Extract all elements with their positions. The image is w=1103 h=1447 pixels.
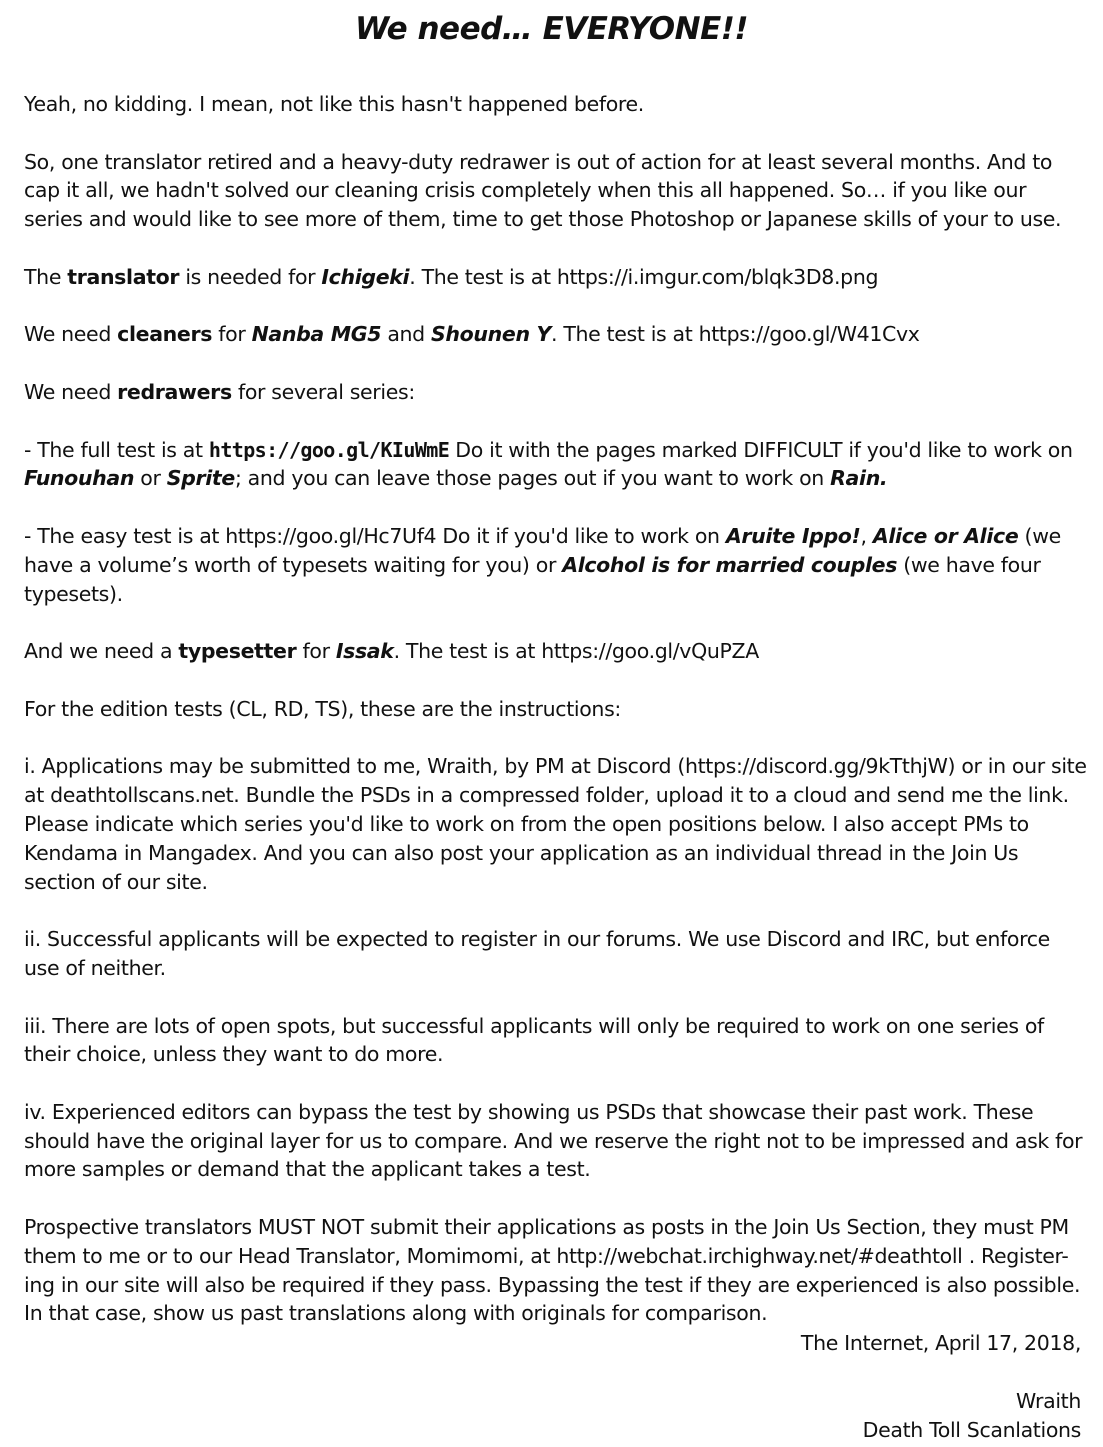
translator-test: . The test is at https://i.imgur.com/blqk3D8.png [409, 264, 879, 289]
easy-test-post: (we have four typesets). [24, 552, 1041, 606]
full-test-link: https://goo.gl/KIuWmE [208, 437, 450, 462]
translator-pre: The [24, 264, 68, 289]
cleaners-paragraph [24, 320, 1088, 349]
easy-test-series-3: Alcohol is for married couples [562, 552, 898, 577]
redrawers-role: redrawers [117, 379, 232, 404]
full-test-mid-2: ; and you can leave those pages out if you want to work on [234, 466, 831, 491]
easy-test-series-1: Aruite Ippo! [725, 523, 861, 548]
full-test-series-2: Sprite [166, 466, 235, 491]
translator-role: translator [67, 264, 180, 289]
instruction-i: i. Applications may be submitted to me, Wraith, by PM at Discord (https://discord.gg/9kTthjW) or in our site at deathtollscans.net. Bundle the PSDs in a compressed folder, upload it to a cloud and send me the link. Please indicate which series you'd like to work on from the open positions below. I also accept PMs to Kendama in Mangadex. And you can also post your application as an individual thread in the Join Us section of our site. [24, 754, 1087, 894]
instructions-intro: For the edition tests (CL, RD, TS), these are the instructions: [24, 696, 621, 721]
intro-paragraph: Yeah, no kidding. I mean, not like this hasn't happened before. [24, 92, 644, 116]
typesetter-paragraph [24, 637, 1088, 666]
typesetter-test: . The test is at https://goo.gl/vQuPZA [393, 639, 759, 664]
cleaners-series-2: Shounen Y [431, 322, 551, 347]
notice-body [24, 90, 1088, 1357]
typesetter-pre: And we need a [24, 639, 179, 664]
signoff-name: Wraith [1016, 1389, 1081, 1413]
cleaners-role: cleaners [117, 322, 213, 347]
instruction-ii: ii. Successful applicants will be expected to register in our forums. We use Discord and IRC, but enforce use of neither. [24, 927, 1050, 980]
easy-test-series-2: Alice or Alice [872, 523, 1019, 548]
redrawers-pre: We need [24, 379, 118, 404]
cleaners-and: and [381, 322, 432, 347]
redrawers-post: for several series: [231, 379, 415, 404]
full-test-paragraph [24, 436, 1088, 494]
easy-test-paragraph [24, 522, 1088, 608]
translators-note: Prospective translators MUST NOT submit their applications as posts in the Join Us Section, they must PM them to me or to our Head Translator, Momimomi, at http://webchat.irchighway.net/#deathtoll . Register-ing in our site will also be required if they pass. Bypassing the test if they are experienced is also possible. In that case, show us past translations along with originals for comparison. [24, 1215, 1081, 1326]
cleaners-series-1: Nanba MG5 [251, 322, 382, 347]
cleaners-test: . The test is at https://goo.gl/W41Cvx [550, 322, 920, 347]
easy-test-mid: (we have a volume’s worth of typesets waiting for you) or [24, 523, 1061, 577]
full-test-or: or [134, 466, 167, 491]
redrawers-paragraph [24, 378, 1088, 407]
translator-series: Ichigeki [321, 264, 410, 289]
typesetter-role: typesetter [178, 639, 297, 664]
full-test-series-1: Funouhan [24, 466, 135, 491]
cleaners-mid: for [212, 322, 252, 347]
typesetter-series: Issak [335, 639, 394, 664]
signature-block [481, 1387, 1081, 1445]
instruction-iii: iii. There are lots of open spots, but successful applicants will only be required to work on one series of their choice, unless they want to do more. [24, 1013, 1044, 1067]
easy-test-pre: - The easy test is at https://goo.gl/Hc7Uf4 Do it if you'd like to work on [24, 523, 726, 548]
translator-mid: is needed for [179, 264, 322, 289]
signoff-date [481, 1329, 1081, 1358]
full-test-mid: Do it with the pages marked DIFFICULT if you'd like to work on [449, 437, 1073, 462]
full-test-series-3: Rain. [830, 466, 888, 491]
instruction-iv: iv. Experienced editors can bypass the test by showing us PSDs that showcase their past work. These should have the original layer for us to compare. And we reserve the right not to be impressed and ask for more samples or demand that the applicant takes a test. [24, 1099, 1083, 1182]
translator-paragraph [24, 263, 1088, 292]
page-title: We need… EVERYONE!! [354, 11, 749, 47]
typesetter-mid: for [296, 639, 336, 664]
full-test-pre: - The full test is at [24, 437, 209, 462]
signoff-group: Death Toll Scanlations [862, 1417, 1081, 1442]
easy-test-comma: , [860, 523, 873, 548]
situation-paragraph: So, one translator retired and a heavy-duty redrawer is out of action for at least several months. And to cap it all, we hadn't solved our cleaning crisis completely when this all happened. So… if you like our series and would like to see more of them, time to get those Photoshop or Japanese skills of your to use. [24, 149, 1062, 232]
signoff-date-text: The Internet, April 17, 2018, [800, 1331, 1081, 1355]
cleaners-pre: We need [24, 322, 118, 347]
